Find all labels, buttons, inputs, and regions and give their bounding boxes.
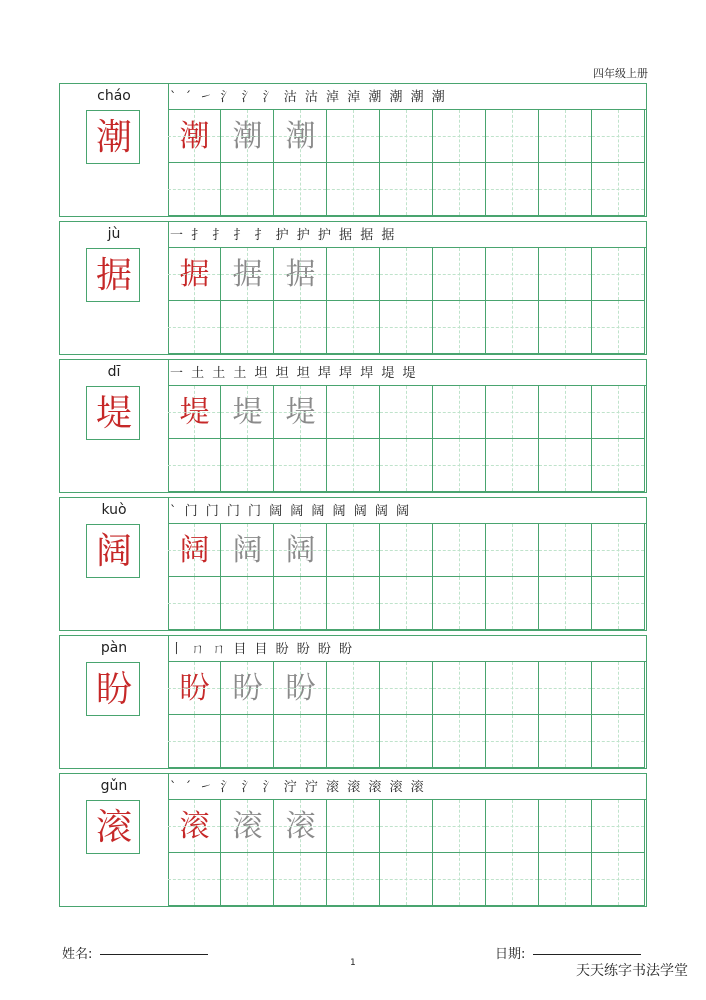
pinyin: kuò [101,502,127,518]
practice-cell[interactable] [433,439,486,492]
practice-cell[interactable] [433,577,486,630]
trace-char: 据 [285,257,316,292]
practice-cell[interactable] [539,301,592,354]
name-line[interactable] [100,954,208,955]
practice-cell[interactable] [486,577,539,630]
practice-cell[interactable] [327,248,380,301]
model-char: 堤 [95,393,132,434]
practice-cell[interactable] [327,110,380,163]
practice-cell[interactable] [433,524,486,577]
practice-cell[interactable] [168,163,221,216]
stroke-order: ` ˊ ㇀ 氵 氵 氵 沽 沽 淖 淖 潮 潮 潮 潮 [170,90,447,105]
practice-cell[interactable] [380,853,433,906]
practice-cell[interactable] [380,248,433,301]
practice-cell[interactable] [168,110,221,163]
char-info [60,84,169,216]
name-field[interactable] [62,943,208,962]
practice-cell[interactable] [168,439,221,492]
practice-cell[interactable] [539,524,592,577]
char-info [60,636,169,768]
practice-cell[interactable] [433,800,486,853]
practice-grid [168,248,646,354]
model-char: 阔 [95,531,132,572]
practice-cell[interactable] [380,715,433,768]
practice-cell[interactable] [327,301,380,354]
practice-cell[interactable] [592,715,645,768]
practice-cell[interactable] [380,439,433,492]
stroke-order: ` ˊ ㇀ 氵 氵 氵 泞 泞 滚 滚 滚 滚 滚 [170,780,426,795]
trace-char: 潮 [285,119,316,154]
practice-cell[interactable] [221,662,274,715]
practice-cell[interactable] [274,577,327,630]
practice-cell[interactable] [168,662,221,715]
char-block [59,635,647,769]
divider [168,109,646,110]
practice-cell[interactable] [486,715,539,768]
practice-cell[interactable] [274,110,327,163]
practice-cell[interactable] [274,386,327,439]
practice-cell[interactable] [221,163,274,216]
model-char: 潮 [95,117,132,158]
practice-cell[interactable] [380,800,433,853]
pinyin: dī [107,364,121,380]
pinyin: gǔn [100,778,128,794]
practice-cell[interactable] [327,662,380,715]
practice-cell[interactable] [168,301,221,354]
practice-cell[interactable] [274,163,327,216]
model-char-box [86,524,140,578]
char-block [59,497,647,631]
practice-cell[interactable] [592,110,645,163]
practice-cell[interactable] [486,386,539,439]
practice-cell[interactable] [380,386,433,439]
example-char: 滚 [179,809,210,844]
divider [168,523,646,524]
example-char: 阔 [179,533,210,568]
practice-grid [168,662,646,768]
practice-cell[interactable] [168,800,221,853]
practice-cell[interactable] [433,662,486,715]
practice-cell[interactable] [539,248,592,301]
trace-char: 潮 [232,119,263,154]
grade-label: 四年级上册 [593,67,648,80]
stroke-order: ` 门 门 门 门 阔 阔 阔 阔 阔 阔 阔 [170,504,411,519]
practice-cell[interactable] [168,248,221,301]
practice-cell[interactable] [433,301,486,354]
practice-cell[interactable] [221,715,274,768]
model-char: 据 [95,255,132,296]
practice-grid [168,386,646,492]
model-char-box [86,800,140,854]
practice-cell[interactable] [221,301,274,354]
trace-char: 据 [232,257,263,292]
practice-cell[interactable] [592,301,645,354]
practice-cell[interactable] [168,386,221,439]
char-block [59,359,647,493]
model-char-box [86,248,140,302]
example-char: 据 [179,257,210,292]
practice-cell[interactable] [539,386,592,439]
practice-cell[interactable] [274,439,327,492]
practice-cell[interactable] [221,248,274,301]
practice-cell[interactable] [486,662,539,715]
practice-cell[interactable] [327,715,380,768]
practice-cell[interactable] [221,853,274,906]
practice-cell[interactable] [221,110,274,163]
stroke-order: 一 扌 扌 扌 扌 护 护 护 据 据 据 [170,228,397,243]
practice-cell[interactable] [539,715,592,768]
practice-cell[interactable] [592,662,645,715]
char-info [60,498,169,630]
practice-cell[interactable] [486,110,539,163]
practice-cell[interactable] [168,524,221,577]
practice-cell[interactable] [433,715,486,768]
example-char: 堤 [179,395,210,430]
practice-cell[interactable] [539,110,592,163]
date-line[interactable] [533,954,641,955]
model-char: 滚 [95,807,132,848]
divider [168,247,646,248]
practice-cell[interactable] [327,853,380,906]
name-label: 姓名: [62,947,93,962]
example-char: 盼 [179,671,210,706]
trace-char: 阔 [232,533,263,568]
model-char: 盼 [95,669,132,710]
char-block [59,83,647,217]
practice-cell[interactable] [592,800,645,853]
practice-cell[interactable] [539,439,592,492]
practice-cell[interactable] [486,524,539,577]
stroke-order: 一 土 土 土 坦 坦 坦 垾 垾 垾 堤 堤 [170,366,418,381]
practice-cell[interactable] [168,577,221,630]
practice-cell[interactable] [539,577,592,630]
practice-cell[interactable] [486,163,539,216]
trace-char: 堤 [232,395,263,430]
practice-cell[interactable] [592,524,645,577]
trace-char: 盼 [232,671,263,706]
practice-cell[interactable] [380,301,433,354]
page-number: 1 [350,958,356,968]
trace-char: 滚 [285,809,316,844]
practice-cell[interactable] [274,715,327,768]
practice-cell[interactable] [221,386,274,439]
practice-cell[interactable] [327,386,380,439]
watermark: 天天练字书法学堂 [576,963,688,979]
practice-cell[interactable] [592,248,645,301]
practice-cell[interactable] [539,853,592,906]
practice-cell[interactable] [327,577,380,630]
practice-cell[interactable] [380,577,433,630]
stroke-order: 丨 ㄇ ㄇ 目 目 盼 盼 盼 盼 [170,642,355,657]
practice-cell[interactable] [380,524,433,577]
divider [168,661,646,662]
model-char-box [86,386,140,440]
divider [168,799,646,800]
practice-cell[interactable] [274,853,327,906]
practice-cell[interactable] [221,800,274,853]
practice-cell[interactable] [486,800,539,853]
practice-cell[interactable] [380,662,433,715]
practice-cell[interactable] [274,524,327,577]
practice-cell[interactable] [221,577,274,630]
char-block [59,773,647,907]
pinyin: jù [107,226,121,242]
practice-cell[interactable] [168,715,221,768]
practice-cell[interactable] [327,163,380,216]
practice-cell[interactable] [433,248,486,301]
char-info [60,222,169,354]
practice-cell[interactable] [168,853,221,906]
practice-cell[interactable] [433,110,486,163]
practice-grid [168,800,646,906]
char-info [60,360,169,492]
practice-cell[interactable] [274,662,327,715]
practice-cell[interactable] [274,800,327,853]
practice-cell[interactable] [221,524,274,577]
practice-cell[interactable] [221,439,274,492]
practice-cell[interactable] [486,301,539,354]
divider [168,385,646,386]
practice-cell[interactable] [592,386,645,439]
practice-cell[interactable] [592,163,645,216]
trace-char: 阔 [285,533,316,568]
practice-cell[interactable] [592,853,645,906]
example-char: 潮 [179,119,210,154]
practice-grid [168,110,646,216]
practice-cell[interactable] [274,248,327,301]
char-info [60,774,169,906]
char-block [59,221,647,355]
practice-cell[interactable] [274,301,327,354]
practice-cell[interactable] [433,163,486,216]
pinyin: pàn [100,640,128,656]
pinyin: cháo [97,88,131,104]
practice-cell[interactable] [539,800,592,853]
practice-cell[interactable] [433,853,486,906]
practice-cell[interactable] [592,577,645,630]
practice-cell[interactable] [592,439,645,492]
trace-char: 盼 [285,671,316,706]
practice-cell[interactable] [539,662,592,715]
practice-grid [168,524,646,630]
date-label: 日期: [495,947,526,962]
trace-char: 堤 [285,395,316,430]
practice-cell[interactable] [327,800,380,853]
model-char-box [86,110,140,164]
practice-cell[interactable] [539,163,592,216]
practice-cell[interactable] [433,386,486,439]
practice-cell[interactable] [486,439,539,492]
practice-cell[interactable] [327,524,380,577]
practice-cell[interactable] [380,110,433,163]
practice-cell[interactable] [380,163,433,216]
model-char-box [86,662,140,716]
practice-cell[interactable] [327,439,380,492]
trace-char: 滚 [232,809,263,844]
practice-cell[interactable] [486,248,539,301]
practice-cell[interactable] [486,853,539,906]
